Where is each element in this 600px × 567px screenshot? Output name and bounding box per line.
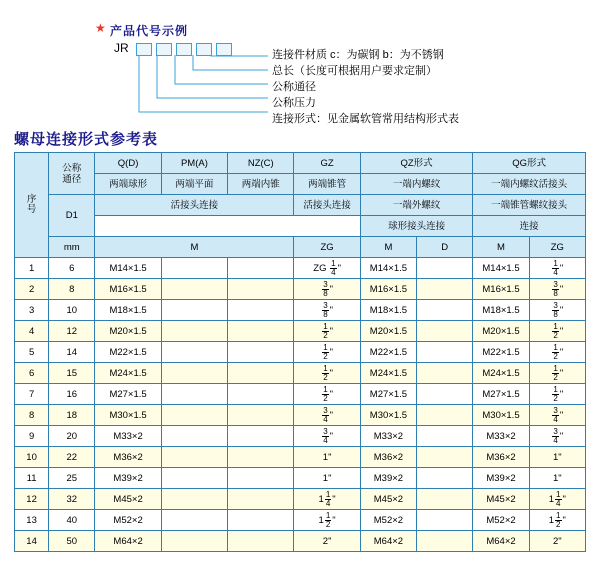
- fraction: $\frac{3}{4}$: [323, 426, 328, 445]
- table-row: [15, 405, 586, 426]
- cell-dn: 50: [49, 531, 95, 552]
- header-seq-char: 序: [26, 194, 37, 205]
- cell-qz-d: [417, 489, 473, 510]
- fraction: $\frac{3}{8}$: [323, 279, 328, 298]
- cell-qz-d: [417, 384, 473, 405]
- header-gz-conn: 活接头连接: [294, 195, 360, 216]
- cell-nz: [228, 405, 294, 426]
- cell-qz-d: [417, 342, 473, 363]
- cell-qg-m: M22×1.5: [473, 342, 529, 363]
- cell-seq: 5: [15, 342, 49, 363]
- cell-qz-d: [417, 468, 473, 489]
- cell-nz: [228, 489, 294, 510]
- cell-dn: 6: [49, 258, 95, 279]
- cell-q: M52×2: [95, 510, 161, 531]
- cell-qg-m: M36×2: [473, 447, 529, 468]
- cell-dn: 15: [49, 363, 95, 384]
- cell-q: M16×1.5: [95, 279, 161, 300]
- cell-qg-m: M30×1.5: [473, 405, 529, 426]
- cell-pm: [161, 363, 227, 384]
- header-group-nz-code: NZ(C): [228, 153, 294, 174]
- cell-qz-m: M14×1.5: [360, 258, 416, 279]
- cell-qg-m: M20×1.5: [473, 321, 529, 342]
- header-dn: [49, 153, 95, 195]
- header-qg-desc2: 一端锥管螺纹接头: [473, 195, 586, 216]
- header-q-desc: 两端球形: [95, 174, 161, 195]
- cell-nz: [228, 300, 294, 321]
- table-row: [15, 531, 586, 552]
- table-row: [15, 468, 586, 489]
- table-row: [15, 426, 586, 447]
- cell-gz: $\frac{3}{4}$ ": [294, 405, 360, 426]
- cell-q: M36×2: [95, 447, 161, 468]
- fraction: $\frac{3}{4}$: [553, 426, 558, 445]
- fraction: $\frac{1}{4}$: [331, 258, 336, 277]
- cell-seq: 7: [15, 384, 49, 405]
- cell-q: M18×1.5: [95, 300, 161, 321]
- header-qg-left: M: [473, 237, 529, 258]
- star-icon: ★: [95, 21, 106, 35]
- cell-qg-zg: $\frac{3}{8}$ ": [529, 279, 585, 300]
- cell-qz-d: [417, 300, 473, 321]
- cell-qg-m: M39×2: [473, 468, 529, 489]
- cell-qz-d: [417, 279, 473, 300]
- cell-qg-zg: 1 $\frac{1}{4}$ ": [529, 489, 585, 510]
- cell-qg-zg: 2": [529, 531, 585, 552]
- cell-nz: [228, 447, 294, 468]
- cell-qg-zg: $\frac{1}{2}$ ": [529, 384, 585, 405]
- cell-qz-m: M45×2: [360, 489, 416, 510]
- cell-qg-zg: 1": [529, 447, 585, 468]
- fraction: $\frac{1}{4}$: [553, 258, 558, 277]
- cell-qz-m: M18×1.5: [360, 300, 416, 321]
- cell-qg-zg: 1 $\frac{1}{2}$ ": [529, 510, 585, 531]
- cell-dn: 20: [49, 426, 95, 447]
- table-row: [15, 300, 586, 321]
- cell-qg-m: M45×2: [473, 489, 529, 510]
- cell-nz: [228, 468, 294, 489]
- table-row: [15, 321, 586, 342]
- header-mm: mm: [49, 237, 95, 258]
- table-row: [15, 489, 586, 510]
- nut-connection-table: [14, 152, 586, 552]
- cell-dn: 32: [49, 489, 95, 510]
- cell-qz-m: M24×1.5: [360, 363, 416, 384]
- cell-qz-m: M52×2: [360, 510, 416, 531]
- legend-label-conn-type: 连接形式：见金属软管常用结构形式表: [272, 113, 459, 125]
- table-row: [15, 258, 586, 279]
- cell-pm: [161, 447, 227, 468]
- cell-qg-m: M24×1.5: [473, 363, 529, 384]
- cell-qg-zg: $\frac{1}{2}$ ": [529, 321, 585, 342]
- cell-qg-m: M18×1.5: [473, 300, 529, 321]
- cell-gz: $\frac{3}{4}$ ": [294, 426, 360, 447]
- cell-dn: 12: [49, 321, 95, 342]
- fraction: $\frac{3}{8}$: [553, 279, 558, 298]
- cell-gz: $\frac{3}{8}$ ": [294, 300, 360, 321]
- cell-q: M27×1.5: [95, 384, 161, 405]
- product-code-prefix: JR: [114, 41, 129, 55]
- cell-gz: 1 $\frac{1}{4}$ ": [294, 489, 360, 510]
- cell-gz: $\frac{1}{2}$ ": [294, 363, 360, 384]
- cell-qg-m: M16×1.5: [473, 279, 529, 300]
- header-thread-zg: ZG: [294, 237, 360, 258]
- header-seq: [15, 153, 49, 258]
- header-row-codes: [15, 153, 586, 174]
- header-qz-desc3: 球形接头连接: [360, 216, 473, 237]
- cell-gz: $\frac{1}{2}$ ": [294, 384, 360, 405]
- cell-qg-m: M27×1.5: [473, 384, 529, 405]
- cell-nz: [228, 510, 294, 531]
- cell-qz-m: M16×1.5: [360, 279, 416, 300]
- cell-qg-zg: $\frac{1}{2}$ ": [529, 363, 585, 384]
- header-dn-line: 公称: [62, 162, 82, 174]
- header-pm-desc: 两端平面: [161, 174, 227, 195]
- cell-qz-d: [417, 426, 473, 447]
- cell-pm: [161, 384, 227, 405]
- cell-qz-d: [417, 363, 473, 384]
- header-qz-right: D: [417, 237, 473, 258]
- cell-dn: 14: [49, 342, 95, 363]
- header-row-desc3: [15, 216, 586, 237]
- header-qg-right: ZG: [529, 237, 585, 258]
- header-q-conn: 活接头连接: [95, 195, 294, 216]
- cell-pm: [161, 279, 227, 300]
- header-group-qg-code: QG形式: [473, 153, 586, 174]
- cell-qg-m: M64×2: [473, 531, 529, 552]
- cell-seq: 8: [15, 405, 49, 426]
- cell-q: M45×2: [95, 489, 161, 510]
- cell-nz: [228, 384, 294, 405]
- cell-qz-d: [417, 531, 473, 552]
- cell-gz: ZG $\frac{1}{4}$ ": [294, 258, 360, 279]
- header-dn-line: 通径: [62, 173, 82, 185]
- table-row: [15, 447, 586, 468]
- header-group-gz-code: GZ: [294, 153, 360, 174]
- cell-nz: [228, 342, 294, 363]
- fraction: $\frac{1}{2}$: [553, 342, 558, 361]
- fraction: $\frac{1}{2}$: [325, 510, 331, 529]
- table-row: [15, 342, 586, 363]
- header-row-units: [15, 237, 586, 258]
- cell-qz-d: [417, 447, 473, 468]
- cell-q: M39×2: [95, 468, 161, 489]
- cell-seq: 11: [15, 468, 49, 489]
- product-code-legend: [0, 0, 600, 125]
- header-group-pm-code: PM(A): [161, 153, 227, 174]
- fraction: $\frac{1}{2}$: [323, 321, 328, 340]
- header-qz-desc1: 一端内螺纹: [360, 174, 473, 195]
- cell-qz-d: [417, 510, 473, 531]
- fraction: $\frac{3}{4}$: [323, 405, 328, 424]
- cell-pm: [161, 426, 227, 447]
- cell-q: M64×2: [95, 531, 161, 552]
- cell-pm: [161, 531, 227, 552]
- header-group-q-code: Q(D): [95, 153, 161, 174]
- table-row: [15, 363, 586, 384]
- cell-seq: 4: [15, 321, 49, 342]
- cell-pm: [161, 510, 227, 531]
- fraction: $\frac{1}{2}$: [323, 384, 328, 403]
- header-row-desc1: [15, 174, 586, 195]
- cell-qz-d: [417, 321, 473, 342]
- fraction: $\frac{1}{2}$: [553, 321, 558, 340]
- cell-qg-m: M14×1.5: [473, 258, 529, 279]
- fraction: $\frac{1}{2}$: [323, 363, 328, 382]
- cell-gz: 1": [294, 468, 360, 489]
- header-d1: D1: [49, 195, 95, 237]
- cell-qg-zg: $\frac{3}{4}$ ": [529, 426, 585, 447]
- cell-nz: [228, 258, 294, 279]
- header-thread-m: M: [95, 237, 294, 258]
- legend-label-length: 总长（长度可根据用户要求定制）: [272, 65, 437, 77]
- cell-q: M24×1.5: [95, 363, 161, 384]
- cell-qz-d: [417, 405, 473, 426]
- cell-gz: 1 $\frac{1}{2}$ ": [294, 510, 360, 531]
- cell-q: M20×1.5: [95, 321, 161, 342]
- cell-seq: 9: [15, 426, 49, 447]
- fraction: $\frac{3}{8}$: [323, 300, 328, 319]
- cell-seq: 13: [15, 510, 49, 531]
- header-qz-desc2: 一端外螺纹: [360, 195, 473, 216]
- cell-dn: 8: [49, 279, 95, 300]
- cell-seq: 10: [15, 447, 49, 468]
- cell-seq: 2: [15, 279, 49, 300]
- cell-dn: 22: [49, 447, 95, 468]
- table-body: [15, 258, 586, 552]
- cell-q: M33×2: [95, 426, 161, 447]
- cell-nz: [228, 426, 294, 447]
- cell-dn: 10: [49, 300, 95, 321]
- cell-qz-m: M20×1.5: [360, 321, 416, 342]
- cell-pm: [161, 300, 227, 321]
- legend-label-dn: 公称通径: [272, 81, 316, 93]
- legend-title: 产品代号示例: [110, 24, 189, 38]
- cell-pm: [161, 489, 227, 510]
- cell-gz: 1": [294, 447, 360, 468]
- cell-qz-m: M33×2: [360, 426, 416, 447]
- cell-pm: [161, 468, 227, 489]
- cell-gz: $\frac{1}{2}$ ": [294, 321, 360, 342]
- fraction: $\frac{1}{2}$: [553, 384, 558, 403]
- header-qg-desc1: 一端内螺纹活接头: [473, 174, 586, 195]
- cell-qg-m: M52×2: [473, 510, 529, 531]
- cell-qz-m: M22×1.5: [360, 342, 416, 363]
- cell-gz: $\frac{1}{2}$ ": [294, 342, 360, 363]
- header-group-qz-code: QZ形式: [360, 153, 473, 174]
- cell-qg-m: M33×2: [473, 426, 529, 447]
- cell-nz: [228, 321, 294, 342]
- cell-nz: [228, 279, 294, 300]
- header-qg-desc3: 连接: [473, 216, 586, 237]
- table-header: [15, 153, 586, 258]
- table-row: [15, 279, 586, 300]
- header-nz-desc: 两端内锥: [228, 174, 294, 195]
- cell-nz: [228, 531, 294, 552]
- table-row: [15, 384, 586, 405]
- fraction: $\frac{1}{2}$: [556, 510, 561, 529]
- header-gz-desc: 两端锥管: [294, 174, 360, 195]
- fraction: $\frac{1}{2}$: [553, 363, 558, 382]
- legend-label-pressure: 公称压力: [272, 97, 316, 109]
- cell-qz-m: M64×2: [360, 531, 416, 552]
- cell-pm: [161, 405, 227, 426]
- fraction: $\frac{1}{2}$: [323, 342, 328, 361]
- cell-pm: [161, 321, 227, 342]
- header-row-desc2: [15, 195, 586, 216]
- cell-qg-zg: $\frac{1}{4}$ ": [529, 258, 585, 279]
- cell-pm: [161, 342, 227, 363]
- table-row: [15, 510, 586, 531]
- cell-dn: 18: [49, 405, 95, 426]
- legend-label-list: [272, 48, 459, 128]
- header-seq-char: 号: [26, 204, 37, 215]
- fraction: $\frac{3}{4}$: [553, 405, 558, 424]
- fraction: $\frac{3}{8}$: [553, 300, 558, 319]
- cell-qz-m: M39×2: [360, 468, 416, 489]
- cell-dn: 16: [49, 384, 95, 405]
- cell-qz-m: M27×1.5: [360, 384, 416, 405]
- header-blank: [95, 216, 360, 237]
- cell-qg-zg: $\frac{3}{8}$ ": [529, 300, 585, 321]
- cell-qg-zg: $\frac{1}{2}$ ": [529, 342, 585, 363]
- fraction: $\frac{1}{4}$: [556, 489, 561, 508]
- cell-seq: 6: [15, 363, 49, 384]
- cell-qz-d: [417, 258, 473, 279]
- header-qz-left: M: [360, 237, 416, 258]
- cell-qg-zg: $\frac{3}{4}$ ": [529, 405, 585, 426]
- cell-pm: [161, 258, 227, 279]
- cell-q: M14×1.5: [95, 258, 161, 279]
- cell-qz-m: M36×2: [360, 447, 416, 468]
- cell-gz: 2": [294, 531, 360, 552]
- cell-qz-m: M30×1.5: [360, 405, 416, 426]
- cell-seq: 3: [15, 300, 49, 321]
- cell-qg-zg: 1": [529, 468, 585, 489]
- cell-nz: [228, 363, 294, 384]
- cell-seq: 14: [15, 531, 49, 552]
- cell-gz: $\frac{3}{8}$ ": [294, 279, 360, 300]
- cell-q: M30×1.5: [95, 405, 161, 426]
- cell-seq: 1: [15, 258, 49, 279]
- cell-dn: 25: [49, 468, 95, 489]
- cell-q: M22×1.5: [95, 342, 161, 363]
- legend-label-material: 连接件材质 c：为碳钢 b：为不锈钢: [272, 49, 444, 61]
- cell-seq: 12: [15, 489, 49, 510]
- fraction: $\frac{1}{4}$: [325, 489, 331, 508]
- cell-dn: 40: [49, 510, 95, 531]
- table-heading: 螺母连接形式参考表: [14, 131, 159, 148]
